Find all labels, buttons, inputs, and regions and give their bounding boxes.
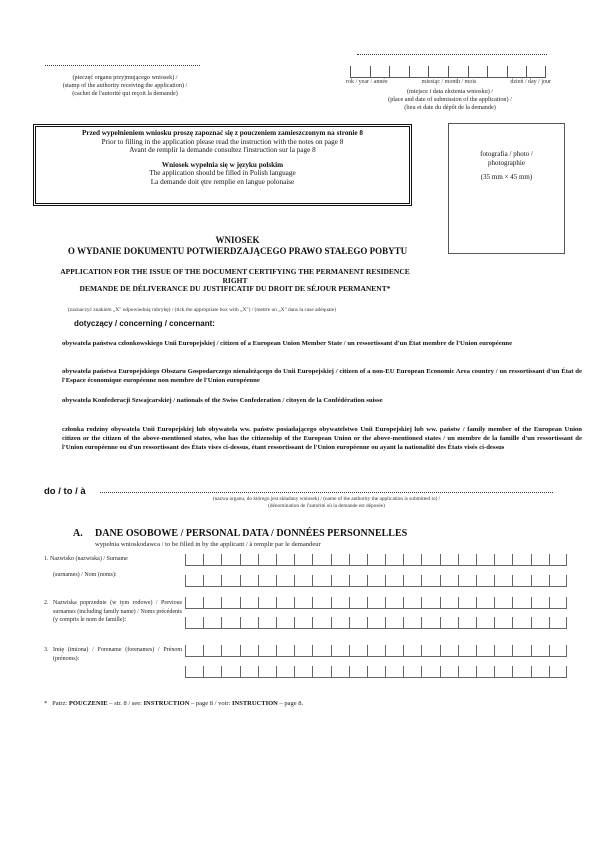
char-box[interactable]: [385, 597, 403, 609]
char-box[interactable]: [203, 645, 221, 657]
char-box[interactable]: [512, 597, 530, 609]
char-box[interactable]: [476, 575, 494, 587]
char-box[interactable]: [185, 554, 203, 566]
char-box[interactable]: [476, 617, 494, 629]
addressee-label: do / to / à: [44, 486, 86, 497]
date-label-year: rok / year / année: [346, 79, 388, 85]
option-label: członka rodziny obywatela Unii Europejskiej lub obywatela ww. państw posiadającego obywatelstwo Unii Europejskiej lub ww. państw / family member of the European Union citizen or the citizen of the above-mentioned states, who has the citizenship of the European Union or the above-mentioned states / un membre de la famille d'un ressortissant de l'Union européenne ou d'un ressortissant des États vises ci-dessus, étant ressortissant de l'Union européenne ou ayant la nationalité des États visés ci-dessus: [62, 426, 582, 451]
field-forename-label: [44, 646, 182, 663]
forename-boxes-row-2[interactable]: [185, 666, 567, 679]
char-box[interactable]: [240, 575, 258, 587]
section-subtitle: wypełnia wnioskodawca / to be filled in by the applicant / à remplir par le demandeur: [95, 541, 321, 548]
char-box[interactable]: [367, 597, 385, 609]
option-label: obywatela Konfederacji Szwajcarskiej / nationals of the Swiss Confederation / citoyen de la Confédération suisse: [62, 397, 383, 404]
char-box[interactable]: [494, 617, 512, 629]
char-box[interactable]: [458, 575, 476, 587]
char-box[interactable]: [276, 597, 294, 609]
stamp-caption-en: (stamp of the authority receiving the application) /: [62, 82, 188, 89]
char-box[interactable]: [476, 554, 494, 566]
field-previous-surnames-label: [44, 599, 182, 625]
char-box[interactable]: [440, 666, 458, 678]
char-box[interactable]: [512, 666, 530, 678]
char-box[interactable]: [367, 666, 385, 678]
instructions-notice-box: [33, 124, 412, 206]
char-box[interactable]: [221, 554, 239, 566]
char-box[interactable]: [276, 554, 294, 566]
char-box[interactable]: [440, 645, 458, 657]
field-number: 1.: [44, 556, 49, 562]
char-box[interactable]: [221, 575, 239, 587]
char-box[interactable]: [421, 575, 439, 587]
char-box[interactable]: [403, 597, 421, 609]
option-label: obywatela państwa członkowskiego Unii Europejskiej / citizen of a European Union Member State / un ressortissant d'un État membre de l'Union européenne: [62, 340, 513, 347]
option-label: obywatela państwa Europejskiego Obszaru Gospodarczego nienależącego do Unii Europejskiej / citizen of a non-EU European Economic Area country / un ressortissant d'un État de l'Espace économique européenne non membre de l'Union européenne: [62, 368, 582, 384]
notice-line1-fr: Avant de remplir la demande consultez l'instruction sur la page 8: [129, 146, 316, 155]
char-box[interactable]: [240, 666, 258, 678]
char-box[interactable]: [258, 554, 276, 566]
char-box[interactable]: [458, 645, 476, 657]
footnote-text: Patrz:: [52, 700, 68, 707]
char-box[interactable]: [458, 666, 476, 678]
addressee-field[interactable]: [100, 492, 553, 493]
char-box[interactable]: [331, 575, 349, 587]
char-box[interactable]: [403, 666, 421, 678]
char-box[interactable]: [349, 554, 367, 566]
char-box[interactable]: [385, 666, 403, 678]
field-number: 2.: [44, 600, 49, 606]
char-box[interactable]: [331, 645, 349, 657]
char-box[interactable]: [258, 666, 276, 678]
notice-line1-pl: Przed wypełnieniem wniosku proszę zapoznać się z pouczeniem zamieszczonym na stronie 8: [81, 129, 363, 137]
char-box[interactable]: [403, 617, 421, 629]
option-family-member[interactable]: [62, 426, 582, 452]
char-box[interactable]: [349, 575, 367, 587]
char-box[interactable]: [185, 645, 203, 657]
stamp-line: [45, 65, 200, 66]
char-box[interactable]: [331, 554, 349, 566]
field-number: 3.: [44, 647, 49, 653]
date-box[interactable]: [409, 66, 429, 78]
date-box[interactable]: [526, 66, 546, 78]
char-box[interactable]: [458, 554, 476, 566]
char-box[interactable]: [512, 617, 530, 629]
page-title-en-fr: [20, 268, 450, 294]
char-box[interactable]: [512, 554, 530, 566]
char-box[interactable]: [494, 666, 512, 678]
title-pl-line1: WNIOSEK: [215, 235, 260, 245]
forename-boxes-row-1[interactable]: [185, 645, 567, 658]
char-box[interactable]: [421, 645, 439, 657]
char-box[interactable]: [185, 666, 203, 678]
char-box[interactable]: [549, 554, 567, 566]
concerning-label: dotyczący / concerning / concernant:: [74, 319, 215, 328]
addressee-caption: [100, 496, 553, 510]
notice-line2-en: The application should be filled in Polish language: [149, 169, 296, 178]
char-box[interactable]: [331, 666, 349, 678]
char-box[interactable]: [421, 617, 439, 629]
char-box[interactable]: [276, 617, 294, 629]
surname-boxes-row-1[interactable]: [185, 554, 567, 567]
footnote-bold: INSTRUCTION: [232, 700, 278, 707]
char-box[interactable]: [458, 597, 476, 609]
date-box[interactable]: [487, 66, 507, 78]
char-box[interactable]: [531, 666, 549, 678]
photo-label: fotografia / photo /: [480, 150, 533, 158]
char-box[interactable]: [203, 597, 221, 609]
char-box[interactable]: [294, 554, 312, 566]
option-swiss-citizen[interactable]: [62, 397, 582, 406]
submission-place-field[interactable]: [357, 54, 547, 55]
char-box[interactable]: [367, 617, 385, 629]
char-box[interactable]: [349, 645, 367, 657]
char-box[interactable]: [549, 617, 567, 629]
footnote: [44, 700, 303, 707]
char-box[interactable]: [421, 597, 439, 609]
char-box[interactable]: [276, 575, 294, 587]
char-box[interactable]: [476, 645, 494, 657]
char-box[interactable]: [240, 645, 258, 657]
submission-caption-pl: (miejsce i data złożenia wniosku) /: [406, 88, 494, 95]
char-box[interactable]: [349, 617, 367, 629]
footnote-text: – page 8 / voir:: [191, 700, 231, 707]
char-box[interactable]: [185, 617, 203, 629]
footnote-text: – str. 8 / see:: [109, 700, 142, 707]
char-box[interactable]: [367, 575, 385, 587]
date-label-month: miesiąc / month / mois: [421, 79, 477, 85]
char-box[interactable]: [258, 575, 276, 587]
char-box[interactable]: [549, 575, 567, 587]
title-pl-line2: O WYDANIE DOKUMENTU POTWIERDZAJĄCEGO PRAWO STAŁEGO POBYTU: [67, 245, 408, 256]
date-box[interactable]: [370, 66, 390, 78]
tick-instruction: (zaznaczyć znakiem „X" odpowiednią rubrykę) / (tick the appropriate box with „X") / (mettre un „X" dans la case adéquate): [68, 307, 337, 313]
char-box[interactable]: [258, 617, 276, 629]
char-box[interactable]: [494, 645, 512, 657]
char-box[interactable]: [549, 597, 567, 609]
char-box[interactable]: [458, 617, 476, 629]
notice-line1-en: Prior to filling in the application please read the instruction with the notes on page 8: [101, 137, 344, 146]
option-eea-citizen[interactable]: [62, 368, 582, 386]
field-surname-label: [44, 555, 174, 580]
char-box[interactable]: [203, 554, 221, 566]
notice-line2-pl: Wniosek wypełnia się w języku polskim: [161, 160, 284, 169]
char-box[interactable]: [440, 575, 458, 587]
date-box[interactable]: [448, 66, 468, 78]
char-box[interactable]: [331, 617, 349, 629]
char-box[interactable]: [294, 645, 312, 657]
char-box[interactable]: [203, 666, 221, 678]
char-box[interactable]: [258, 597, 276, 609]
char-box[interactable]: [331, 597, 349, 609]
date-box[interactable]: [428, 66, 448, 78]
char-box[interactable]: [494, 597, 512, 609]
field-label-line1: Nazwisko (nazwiska) / Surname: [50, 556, 128, 562]
char-box[interactable]: [349, 666, 367, 678]
date-box[interactable]: [389, 66, 409, 78]
submission-caption-en: (place and date of submission of the application) /: [388, 96, 512, 103]
char-box[interactable]: [531, 575, 549, 587]
char-box[interactable]: [385, 554, 403, 566]
char-box[interactable]: [403, 645, 421, 657]
char-box[interactable]: [185, 575, 203, 587]
photo-dimensions: (35 mm × 45 mm): [480, 173, 533, 181]
char-box[interactable]: [294, 617, 312, 629]
char-box[interactable]: [531, 597, 549, 609]
char-box[interactable]: [440, 554, 458, 566]
previous-surnames-boxes-row-2[interactable]: [185, 617, 567, 630]
field-label-line2: (surnames) / Nom (noms):: [53, 572, 117, 578]
char-box[interactable]: [203, 617, 221, 629]
char-box[interactable]: [312, 617, 330, 629]
date-label-day: dzień / day / jour: [510, 79, 551, 85]
char-box[interactable]: [476, 597, 494, 609]
char-box[interactable]: [312, 554, 330, 566]
section-letter: A.: [73, 528, 83, 539]
char-box[interactable]: [531, 645, 549, 657]
char-box[interactable]: [385, 617, 403, 629]
char-box[interactable]: [549, 666, 567, 678]
char-box[interactable]: [294, 575, 312, 587]
date-labels: [346, 79, 551, 85]
char-box[interactable]: [421, 666, 439, 678]
char-box[interactable]: [276, 666, 294, 678]
char-box[interactable]: [440, 597, 458, 609]
section-title: DANE OSOBOWE / PERSONAL DATA / DONNÉES PERSONNELLES: [95, 528, 408, 539]
char-box[interactable]: [203, 575, 221, 587]
footnote-star: *: [44, 700, 48, 707]
char-box[interactable]: [549, 645, 567, 657]
char-box[interactable]: [185, 597, 203, 609]
char-box[interactable]: [367, 645, 385, 657]
surname-boxes-row-2[interactable]: [185, 575, 567, 588]
char-box[interactable]: [440, 617, 458, 629]
char-box[interactable]: [385, 645, 403, 657]
char-box[interactable]: [240, 554, 258, 566]
char-box[interactable]: [221, 666, 239, 678]
char-box[interactable]: [531, 617, 549, 629]
char-box[interactable]: [221, 597, 239, 609]
char-box[interactable]: [294, 597, 312, 609]
addressee-caption-1: (nazwa organu, do którego jest składany wniosek) / (name of the authority the application is submitted to) /: [212, 496, 441, 502]
photo-label-2: photographie: [488, 158, 525, 167]
char-box[interactable]: [403, 554, 421, 566]
field-label: Nazwiska poprzednie (w tym rodowe) / Previous surnames (including family name) / Noms précédents (y compris le nom de famille):: [53, 600, 182, 624]
char-box[interactable]: [312, 575, 330, 587]
char-box[interactable]: [512, 645, 530, 657]
char-box[interactable]: [476, 666, 494, 678]
char-box[interactable]: [349, 597, 367, 609]
stamp-caption-fr: (cachet de l'autorité qui reçoit la demande): [72, 90, 178, 97]
char-box[interactable]: [494, 575, 512, 587]
date-box[interactable]: [468, 66, 488, 78]
previous-surnames-boxes-row-1[interactable]: [185, 597, 567, 610]
date-box[interactable]: [507, 66, 527, 78]
addressee-caption-2: (dénomination de l'autorité où la demande est déposée): [268, 503, 385, 509]
title-fr: DEMANDE DE DÉLIVERANCE DU JUSTIFICATIF DU DROIT DE SÉJOUR PERMANENT*: [79, 284, 391, 294]
option-eu-citizen[interactable]: [62, 340, 582, 349]
footnote-text: – page 8.: [279, 700, 304, 707]
char-box[interactable]: [403, 575, 421, 587]
submission-date-boxes[interactable]: [350, 66, 546, 79]
stamp-caption: [30, 74, 220, 98]
char-box[interactable]: [367, 554, 385, 566]
char-box[interactable]: [240, 597, 258, 609]
char-box[interactable]: [494, 554, 512, 566]
char-box[interactable]: [531, 554, 549, 566]
title-en-line2: RIGHT: [222, 275, 248, 285]
footnote-bold: INSTRUCTION: [143, 700, 190, 707]
submission-caption-fr: (lieu et date du dépôt de la demande): [404, 104, 496, 111]
char-box[interactable]: [512, 575, 530, 587]
footnote-bold: POUCZENIE: [68, 700, 108, 707]
date-box[interactable]: [350, 66, 370, 78]
char-box[interactable]: [221, 645, 239, 657]
submission-caption: [345, 88, 555, 112]
char-box[interactable]: [385, 575, 403, 587]
field-label: Imię (imiona) / Forename (forenames) / Prénom (prénoms):: [53, 647, 182, 662]
char-box[interactable]: [294, 666, 312, 678]
char-box[interactable]: [312, 666, 330, 678]
page-title-pl: [40, 235, 435, 256]
char-box[interactable]: [258, 645, 276, 657]
stamp-caption-pl: (pieczęć organu przyjmującego wniosek) /: [72, 74, 178, 81]
char-box[interactable]: [221, 617, 239, 629]
title-en-line1: APPLICATION FOR THE ISSUE OF THE DOCUMENT CERTIFYING THE PERMANENT RESIDENCE: [60, 267, 410, 276]
char-box[interactable]: [421, 554, 439, 566]
char-box[interactable]: [240, 617, 258, 629]
char-box[interactable]: [312, 645, 330, 657]
char-box[interactable]: [312, 597, 330, 609]
photo-box[interactable]: [448, 123, 565, 254]
char-box[interactable]: [276, 645, 294, 657]
notice-line2-fr: La demande doit ętre remplie en langue polonaise: [150, 177, 295, 186]
